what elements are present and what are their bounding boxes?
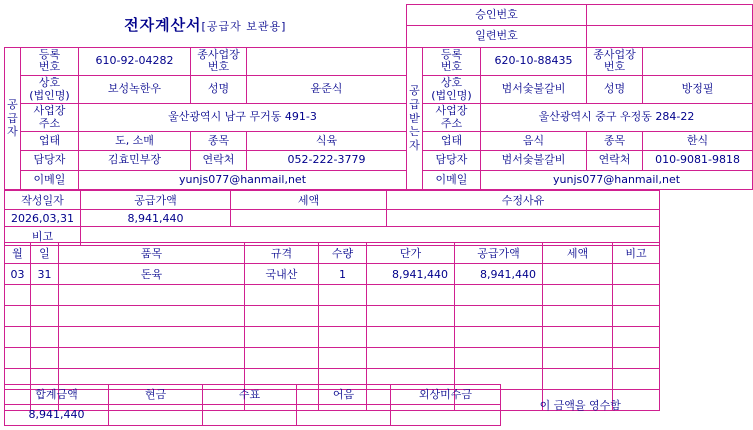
cell-empty[interactable] xyxy=(543,327,613,348)
buyer-name-value[interactable]: 방정필 xyxy=(643,75,753,103)
buyer-name-label: 성명 xyxy=(587,75,643,103)
cell-empty[interactable] xyxy=(455,348,543,369)
buyer-item-label: 종목 xyxy=(587,132,643,151)
note-value[interactable] xyxy=(297,404,391,425)
credit-value[interactable] xyxy=(391,404,501,425)
cell-empty[interactable] xyxy=(59,348,245,369)
supplier-contact-value[interactable]: 052-222-3779 xyxy=(247,151,407,170)
supplier-name-label: 성명 xyxy=(191,75,247,103)
cash-label: 현금 xyxy=(109,385,203,405)
cell-empty[interactable] xyxy=(543,285,613,306)
approval-no-label: 승인번호 xyxy=(407,5,587,26)
col-header-month: 월 xyxy=(5,243,31,264)
buyer-address-label: 사업장 주소 xyxy=(423,104,481,132)
cell-empty[interactable] xyxy=(5,306,31,327)
cell-empty[interactable] xyxy=(59,327,245,348)
supplier-side-label: 공 급 자 xyxy=(5,47,21,189)
reason-value[interactable] xyxy=(387,210,660,227)
cell-empty[interactable] xyxy=(613,306,660,327)
cell-empty[interactable] xyxy=(319,285,367,306)
note-label: 어음 xyxy=(297,385,391,405)
buyer-reg-no-label: 등록 번호 xyxy=(423,47,481,75)
receipt-statement: 이 금액을 영수함 xyxy=(539,399,621,412)
buyer-email-value[interactable]: yunjs077@hanmail,net xyxy=(481,170,753,189)
buyer-biztype-label: 업태 xyxy=(423,132,481,151)
supplier-company-value[interactable]: 보성녹한우 xyxy=(79,75,191,103)
cell-empty[interactable] xyxy=(367,306,455,327)
cell-empty[interactable] xyxy=(31,348,59,369)
table-header-row xyxy=(5,243,660,264)
total-label: 합계금액 xyxy=(5,385,109,405)
note-label: 비고 xyxy=(5,227,81,246)
table-row-empty xyxy=(5,348,660,369)
supplier-reg-no-value[interactable]: 610-92-04282 xyxy=(79,47,191,75)
buyer-company-label: 상호 (법인명) xyxy=(423,75,481,103)
buyer-contact-label: 연락처 xyxy=(587,151,643,170)
summary-section xyxy=(4,190,659,242)
cell-empty[interactable] xyxy=(59,306,245,327)
supplier-manager-value[interactable]: 김효민부장 xyxy=(79,151,191,170)
cell-tax[interactable] xyxy=(543,264,613,285)
buyer-biztype-value[interactable]: 음식 xyxy=(481,132,587,151)
cell-empty[interactable] xyxy=(613,285,660,306)
serial-no-label: 일련번호 xyxy=(407,26,587,47)
cell-empty[interactable] xyxy=(319,348,367,369)
buyer-contact-value[interactable]: 010-9081-9818 xyxy=(643,151,753,170)
cell-empty[interactable] xyxy=(245,348,319,369)
cell-day[interactable]: 31 xyxy=(31,264,59,285)
cash-value[interactable] xyxy=(109,404,203,425)
table-row-empty xyxy=(5,327,660,348)
cell-empty[interactable] xyxy=(31,327,59,348)
supplier-biztype-label: 업태 xyxy=(21,132,79,151)
buyer-subbiz-label: 종사업장 번호 xyxy=(587,47,643,75)
credit-label: 외상미수금 xyxy=(391,385,501,405)
supply-amount-value[interactable]: 8,941,440 xyxy=(81,210,231,227)
cell-empty[interactable] xyxy=(367,285,455,306)
buyer-side-label: 공 급 받 는 자 xyxy=(407,47,423,189)
cell-empty[interactable] xyxy=(367,348,455,369)
supplier-address-label: 사업장 주소 xyxy=(21,104,79,132)
serial-no-value[interactable] xyxy=(587,26,753,47)
supplier-address-value[interactable]: 울산광역시 남구 무거동 491-3 xyxy=(79,104,407,132)
col-header-spec: 규격 xyxy=(245,243,319,264)
buyer-email-label: 이메일 xyxy=(423,170,481,189)
buyer-reg-no-value[interactable]: 620-10-88435 xyxy=(481,47,587,75)
col-header-unitprice: 단가 xyxy=(367,243,455,264)
supplier-subbiz-value[interactable] xyxy=(247,47,407,75)
cell-empty[interactable] xyxy=(613,348,660,369)
cell-empty[interactable] xyxy=(455,306,543,327)
date-label: 작성일자 xyxy=(5,191,81,210)
invoice-header xyxy=(4,4,741,190)
table-row-empty xyxy=(5,285,660,306)
col-header-day: 일 xyxy=(31,243,59,264)
reason-label: 수정사유 xyxy=(387,191,660,210)
cell-empty[interactable] xyxy=(367,327,455,348)
supplier-email-label: 이메일 xyxy=(21,170,79,189)
col-header-name: 품목 xyxy=(59,243,245,264)
page-title xyxy=(7,17,405,34)
supplier-name-value[interactable]: 윤준식 xyxy=(247,75,407,103)
supplier-item-value[interactable]: 식육 xyxy=(247,132,407,151)
title-main: 전자계산서 xyxy=(124,16,202,35)
cell-empty[interactable] xyxy=(5,348,31,369)
cell-empty[interactable] xyxy=(319,306,367,327)
buyer-item-value[interactable]: 한식 xyxy=(643,132,753,151)
col-header-note: 비고 xyxy=(613,243,660,264)
buyer-manager-label: 담당자 xyxy=(423,151,481,170)
tax-label: 세액 xyxy=(231,191,387,210)
cell-empty[interactable] xyxy=(455,285,543,306)
cell-empty[interactable] xyxy=(5,327,31,348)
supply-amount-label: 공급가액 xyxy=(81,191,231,210)
tax-value[interactable] xyxy=(231,210,387,227)
cell-empty[interactable] xyxy=(613,327,660,348)
total-value[interactable]: 8,941,440 xyxy=(5,404,109,425)
date-value[interactable]: 2026,03,31 xyxy=(5,210,81,227)
cell-empty[interactable] xyxy=(543,306,613,327)
cell-empty[interactable] xyxy=(319,327,367,348)
cell-empty[interactable] xyxy=(245,306,319,327)
table-row-empty xyxy=(5,306,660,327)
cell-empty[interactable] xyxy=(5,285,31,306)
cell-empty[interactable] xyxy=(31,285,59,306)
buyer-subbiz-value[interactable] xyxy=(643,47,753,75)
supplier-manager-label: 담당자 xyxy=(21,151,79,170)
check-value[interactable] xyxy=(203,404,297,425)
cell-supply[interactable]: 8,941,440 xyxy=(455,264,543,285)
cell-empty[interactable] xyxy=(245,327,319,348)
cell-empty[interactable] xyxy=(543,348,613,369)
cell-empty[interactable] xyxy=(59,285,245,306)
col-header-supply: 공급가액 xyxy=(455,243,543,264)
approval-no-value[interactable] xyxy=(587,5,753,26)
check-label: 수표 xyxy=(203,385,297,405)
items-table xyxy=(4,242,659,384)
cell-note[interactable] xyxy=(613,264,660,285)
supplier-reg-no-label: 등록 번호 xyxy=(21,47,79,75)
buyer-manager-value[interactable]: 범서숯불갈비 xyxy=(481,151,587,170)
buyer-company-value[interactable]: 범서숯불갈비 xyxy=(481,75,587,103)
cell-name[interactable]: 돈육 xyxy=(59,264,245,285)
supplier-item-label: 종목 xyxy=(191,132,247,151)
supplier-company-label: 상호 (법인명) xyxy=(21,75,79,103)
cell-month[interactable]: 03 xyxy=(5,264,31,285)
supplier-email-value[interactable]: yunjs077@hanmail,net xyxy=(79,170,407,189)
footer-section xyxy=(4,384,659,426)
title-suffix: [공급자 보관용] xyxy=(201,20,287,34)
cell-empty[interactable] xyxy=(31,306,59,327)
supplier-biztype-value[interactable]: 도, 소매 xyxy=(79,132,191,151)
cell-qty[interactable]: 1 xyxy=(319,264,367,285)
cell-spec[interactable]: 국내산 xyxy=(245,264,319,285)
col-header-tax: 세액 xyxy=(543,243,613,264)
supplier-subbiz-label: 종사업장 번호 xyxy=(191,47,247,75)
col-header-qty: 수량 xyxy=(319,243,367,264)
supplier-contact-label: 연락처 xyxy=(191,151,247,170)
table-row xyxy=(5,264,660,285)
cell-unitprice[interactable]: 8,941,440 xyxy=(367,264,455,285)
cell-empty[interactable] xyxy=(245,285,319,306)
buyer-address-value[interactable]: 울산광역시 중구 우정동 284-22 xyxy=(481,104,753,132)
cell-empty[interactable] xyxy=(455,327,543,348)
